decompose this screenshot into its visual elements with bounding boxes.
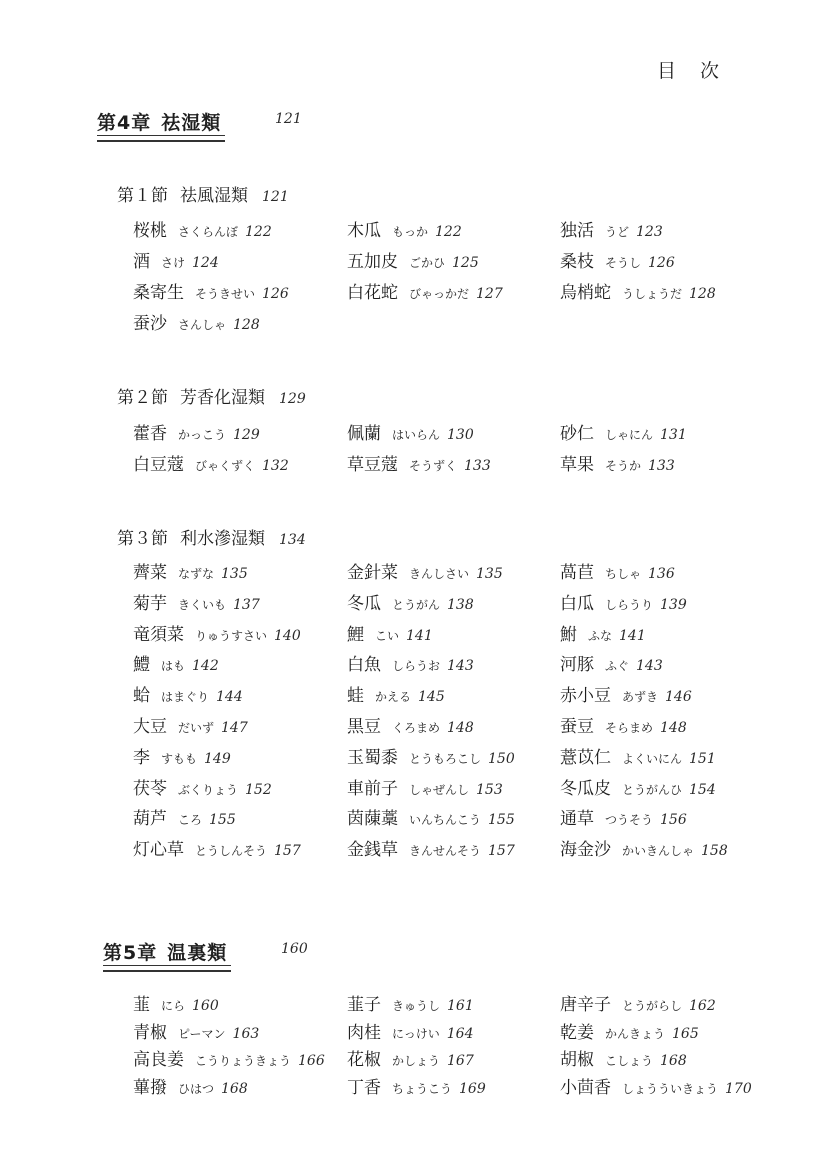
entry-reading: きんしさい: [409, 567, 470, 581]
entry-reading: ひはつ: [178, 1081, 215, 1096]
chapter-page-number: 121: [275, 111, 302, 127]
entry-reading: そうずく: [409, 459, 458, 473]
entry-reading: かんきょう: [605, 1026, 666, 1041]
toc-entry: [560, 712, 687, 737]
entry-reading: かえる: [375, 690, 412, 705]
entry-page-number: 154: [689, 781, 716, 798]
chapter-number: 第4章: [97, 112, 152, 134]
toc-entry: [347, 743, 515, 768]
section-number: 第１節: [117, 186, 168, 206]
chapter-title: [97, 108, 221, 142]
entry-reading: ふぐ: [605, 659, 630, 674]
entry-page-number: 162: [689, 998, 716, 1014]
toc-entry: [560, 650, 663, 675]
toc-entry: [560, 743, 716, 768]
toc-entry: [133, 216, 272, 241]
entry-reading: しゃぜんし: [409, 782, 470, 797]
toc-entry: [133, 804, 236, 829]
toc-entry: [560, 558, 675, 583]
entry-page-number: 168: [660, 1053, 687, 1069]
entry-reading: あずき: [622, 690, 659, 705]
entry-reading: すもも: [161, 751, 198, 766]
toc-entry: [347, 990, 474, 1015]
toc-entry: [560, 247, 675, 272]
entry-reading: ごかひ: [409, 256, 446, 270]
entry-name: 白花蛇: [347, 283, 398, 303]
entry-name: 高良姜: [133, 1050, 184, 1070]
entry-name: 桑枝: [560, 252, 594, 272]
entry-page-number: 148: [447, 720, 474, 736]
entry-reading: しらうり: [605, 597, 654, 612]
entry-reading: ちょうこう: [392, 1081, 453, 1096]
toc-entry: [133, 712, 248, 737]
entry-name: 桑寄生: [133, 283, 184, 303]
entry-reading: とうがらし: [622, 999, 683, 1013]
entry-reading: きくいも: [178, 597, 227, 612]
entry-name: 蚕沙: [133, 314, 167, 334]
entry-reading: さくらんぼ: [178, 225, 239, 239]
entry-name: 藿香: [133, 424, 167, 444]
entry-reading: はいらん: [392, 428, 441, 442]
toc-entry: [133, 247, 219, 272]
entry-page-number: 126: [648, 255, 675, 271]
entry-reading: ふな: [588, 628, 613, 643]
entry-page-number: 131: [660, 427, 687, 443]
entry-name: 韮: [133, 995, 150, 1015]
entry-page-number: 157: [488, 843, 515, 860]
entry-name: 通草: [560, 809, 594, 830]
entry-name: 薏苡仁: [560, 747, 611, 768]
entry-page-number: 129: [233, 427, 260, 443]
section-number: 第３節: [117, 529, 168, 549]
toc-entry: [560, 774, 716, 799]
toc-entry: [347, 1018, 474, 1043]
chapter-title: [103, 938, 227, 972]
entry-page-number: 152: [245, 781, 272, 798]
entry-page-number: 123: [636, 224, 663, 240]
entry-name: 黒豆: [347, 717, 381, 737]
toc-entry: [347, 216, 462, 241]
entry-reading: はも: [161, 659, 186, 674]
entry-name: 李: [133, 747, 150, 768]
toc-entry: [347, 247, 479, 272]
entry-page-number: 160: [192, 998, 219, 1014]
entry-reading: そうし: [605, 256, 642, 270]
entry-name: 菊芋: [133, 593, 167, 614]
entry-name: 蓽撥: [133, 1077, 167, 1098]
entry-page-number: 165: [672, 1025, 699, 1042]
entry-page-number: 141: [619, 627, 646, 644]
toc-entry: [347, 835, 515, 860]
entry-page-number: 168: [221, 1080, 248, 1097]
toc-entry: [347, 558, 503, 583]
chapter-number: 第5章: [103, 942, 158, 964]
entry-name: 佩蘭: [347, 424, 381, 444]
toc-entry: [133, 835, 301, 860]
entry-page-number: 137: [233, 596, 260, 613]
entry-page-number: 161: [447, 998, 474, 1014]
entry-name: 玉蜀黍: [347, 747, 398, 768]
entry-reading: かしょう: [392, 1054, 441, 1068]
entry-reading: びゃっかだ: [409, 287, 470, 301]
entry-page-number: 148: [660, 720, 687, 736]
entry-page-number: 125: [452, 255, 479, 271]
entry-page-number: 128: [233, 317, 260, 333]
section-name: 利水滲湿類: [180, 529, 265, 549]
toc-entry: [347, 774, 503, 799]
entry-page-number: 133: [464, 458, 491, 474]
entry-name: 冬瓜: [347, 593, 381, 614]
entry-page-number: 156: [660, 812, 687, 829]
entry-name: 冬瓜皮: [560, 778, 611, 799]
toc-entry: [133, 1045, 325, 1070]
toc-entry: [133, 450, 289, 475]
entry-page-number: 155: [209, 812, 236, 829]
entry-reading: さけ: [161, 256, 186, 270]
entry-page-number: 132: [262, 458, 289, 474]
entry-reading: ぶくりょう: [178, 782, 239, 797]
entry-name: 赤小豆: [560, 686, 611, 707]
entry-page-number: 141: [406, 627, 433, 644]
toc-entry: [347, 589, 474, 614]
toc-entry: [133, 620, 301, 645]
entry-name: 酒: [133, 252, 150, 272]
entry-name: 独活: [560, 221, 594, 241]
entry-page-number: 136: [648, 566, 675, 582]
toc-entry: [560, 450, 675, 475]
entry-reading: きんせんそう: [409, 844, 482, 859]
entry-reading: くろまめ: [392, 721, 441, 735]
toc-entry: [560, 620, 646, 645]
entry-name: 白豆蔻: [133, 455, 184, 475]
entry-name: 河豚: [560, 655, 594, 676]
section-page-number: 121: [262, 189, 289, 205]
entry-reading: よくいにん: [622, 751, 683, 766]
entry-name: 車前子: [347, 778, 398, 799]
entry-name: 萵苣: [560, 563, 594, 583]
toc-entry: [560, 804, 687, 829]
entry-page-number: 163: [232, 1025, 260, 1042]
chapter-page-number: 160: [281, 941, 308, 957]
entry-page-number: 166: [298, 1053, 325, 1069]
entry-reading: つうそう: [605, 813, 654, 828]
entry-reading: しらうお: [392, 659, 441, 674]
toc-entry: [560, 681, 692, 706]
entry-page-number: 126: [262, 286, 289, 302]
toc-entry: [133, 309, 260, 334]
toc-entry: [560, 589, 687, 614]
entry-name: 花椒: [347, 1050, 381, 1070]
toc-entry: [347, 419, 474, 444]
toc-entry: [133, 650, 219, 675]
toc-entry: [347, 804, 515, 829]
entry-name: 薺菜: [133, 563, 167, 583]
section-number: 第２節: [117, 388, 168, 408]
entry-name: 茵蔯藁: [347, 809, 398, 830]
entry-name: 蚕豆: [560, 717, 594, 737]
section-page-number: 134: [279, 532, 306, 548]
entry-page-number: 158: [701, 843, 728, 860]
entry-reading: こしょう: [605, 1054, 654, 1068]
entry-reading: りゅうすさい: [195, 628, 268, 643]
entry-reading: とうがん: [392, 597, 441, 612]
toc-entry: [347, 450, 491, 475]
entry-reading: もっか: [392, 225, 429, 239]
entry-page-number: 169: [459, 1080, 486, 1097]
entry-page-number: 157: [274, 843, 301, 860]
entry-reading: そらまめ: [605, 721, 654, 735]
entry-page-number: 138: [447, 596, 474, 613]
entry-name: 唐辛子: [560, 995, 611, 1015]
entry-reading: いんちんこう: [409, 813, 482, 828]
toc-entry: [560, 216, 663, 241]
entry-page-number: 150: [488, 750, 515, 767]
entry-reading: とうがんひ: [622, 782, 683, 797]
chapter-name: 祛湿類: [161, 112, 222, 134]
toc-entry: [347, 650, 474, 675]
toc-entry: [133, 681, 243, 706]
section-heading: [117, 383, 306, 408]
entry-reading: にら: [161, 999, 186, 1013]
entry-page-number: 124: [192, 255, 219, 271]
entry-reading: こい: [375, 628, 400, 643]
entry-name: 乾姜: [560, 1022, 594, 1043]
entry-name: 草豆蔻: [347, 455, 398, 475]
toc-entry: [560, 990, 716, 1015]
toc-entry: [560, 278, 716, 303]
entry-name: 大豆: [133, 717, 167, 737]
entry-page-number: 144: [216, 689, 243, 706]
toc-entry: [347, 278, 503, 303]
toc-entry: [133, 743, 231, 768]
entry-name: 灯心草: [133, 840, 184, 861]
entry-name: 鮒: [560, 624, 577, 645]
toc-entry: [347, 712, 474, 737]
entry-page-number: 135: [221, 566, 248, 582]
entry-page-number: 135: [476, 566, 503, 582]
entry-reading: しょうういきょう: [622, 1081, 719, 1096]
entry-page-number: 155: [488, 812, 515, 829]
entry-name: 金銭草: [347, 840, 398, 861]
toc-entry: [133, 558, 248, 583]
toc-entry: [347, 620, 433, 645]
entry-name: 蛤: [133, 686, 150, 707]
entry-reading: とうしんそう: [195, 844, 268, 859]
entry-name: 鱧: [133, 655, 150, 676]
section-heading: [117, 524, 306, 549]
entry-page-number: 145: [418, 689, 445, 706]
entry-page-number: 122: [245, 224, 272, 240]
entry-page-number: 122: [435, 224, 462, 240]
toc-entry: [133, 419, 260, 444]
entry-name: 烏梢蛇: [560, 283, 611, 303]
entry-page-number: 143: [447, 658, 474, 675]
section-name: 祛風湿類: [180, 186, 248, 206]
entry-page-number: 149: [204, 750, 231, 767]
toc-entry: [133, 589, 260, 614]
entry-name: 鯉: [347, 624, 364, 645]
entry-reading: とうもろこし: [409, 751, 482, 766]
entry-page-number: 128: [689, 286, 716, 302]
entry-page-number: 167: [447, 1053, 474, 1069]
entry-page-number: 164: [446, 1025, 474, 1042]
page-header-title: 目次: [657, 60, 744, 82]
section-page-number: 129: [279, 391, 306, 407]
toc-entry: [133, 990, 219, 1015]
toc-entry: [133, 278, 289, 303]
entry-reading: こうりょうきょう: [195, 1054, 292, 1068]
entry-name: 小茴香: [560, 1077, 611, 1098]
chapter-heading: [103, 938, 308, 972]
entry-name: 桜桃: [133, 221, 167, 241]
entry-reading: かっこう: [178, 428, 227, 442]
chapter-name: 温裏類: [167, 942, 228, 964]
toc-entry: [560, 419, 687, 444]
entry-name: 茯苓: [133, 778, 167, 799]
entry-name: 草果: [560, 455, 594, 475]
entry-name: 白魚: [347, 655, 381, 676]
toc-entry: [560, 1045, 687, 1070]
entry-page-number: 170: [725, 1080, 752, 1097]
entry-reading: はまぐり: [161, 690, 210, 705]
entry-reading: そうか: [605, 459, 642, 473]
toc-entry: [347, 1045, 474, 1070]
entry-name: 肉桂: [347, 1022, 381, 1043]
entry-name: 葫芦: [133, 809, 167, 830]
entry-page-number: 133: [648, 458, 675, 474]
toc-entry: [560, 1018, 699, 1043]
toc-entry: [560, 835, 728, 860]
chapter-heading: [97, 108, 302, 142]
entry-page-number: 142: [192, 658, 219, 675]
toc-entry: [133, 1073, 248, 1098]
toc-entry: [347, 681, 445, 706]
entry-name: 丁香: [347, 1077, 381, 1098]
toc-entry: [133, 774, 272, 799]
entry-page-number: 143: [636, 658, 663, 675]
entry-page-number: 151: [689, 750, 716, 767]
entry-reading: かいきんしゃ: [622, 844, 695, 859]
entry-reading: にっけい: [392, 1026, 440, 1041]
entry-page-number: 127: [476, 286, 503, 302]
section-name: 芳香化湿類: [180, 388, 265, 408]
entry-name: 五加皮: [347, 252, 398, 272]
toc-entry: [347, 1073, 486, 1098]
entry-name: 竜須菜: [133, 624, 184, 645]
entry-reading: びゃくずく: [195, 459, 256, 473]
entry-reading: ピーマン: [178, 1026, 226, 1041]
entry-page-number: 140: [274, 627, 301, 644]
entry-reading: うど: [605, 225, 630, 239]
entry-reading: きゅうし: [392, 999, 441, 1013]
entry-name: 海金沙: [560, 840, 611, 861]
entry-reading: だいず: [178, 721, 215, 735]
entry-name: 蛙: [347, 686, 364, 707]
entry-name: 青椒: [133, 1022, 167, 1043]
toc-entry: [560, 1073, 752, 1098]
entry-page-number: 153: [476, 781, 503, 798]
entry-name: 胡椒: [560, 1050, 594, 1070]
entry-reading: なずな: [178, 567, 215, 581]
entry-page-number: 130: [447, 427, 474, 443]
toc-entry: [133, 1018, 259, 1043]
entry-reading: さんしゃ: [178, 318, 227, 332]
entry-reading: そうきせい: [195, 287, 256, 301]
section-heading: [117, 181, 289, 206]
entry-name: 金針菜: [347, 563, 398, 583]
entry-name: 木瓜: [347, 221, 381, 241]
entry-name: 韮子: [347, 995, 381, 1015]
entry-page-number: 146: [665, 689, 692, 706]
entry-reading: ちしゃ: [605, 567, 642, 581]
entry-page-number: 147: [221, 720, 248, 736]
entry-reading: ころ: [178, 813, 203, 828]
entry-reading: うしょうだ: [622, 287, 683, 301]
entry-reading: しゃにん: [605, 428, 654, 442]
entry-name: 白瓜: [560, 593, 594, 614]
entry-page-number: 139: [660, 596, 687, 613]
entry-name: 砂仁: [560, 424, 594, 444]
